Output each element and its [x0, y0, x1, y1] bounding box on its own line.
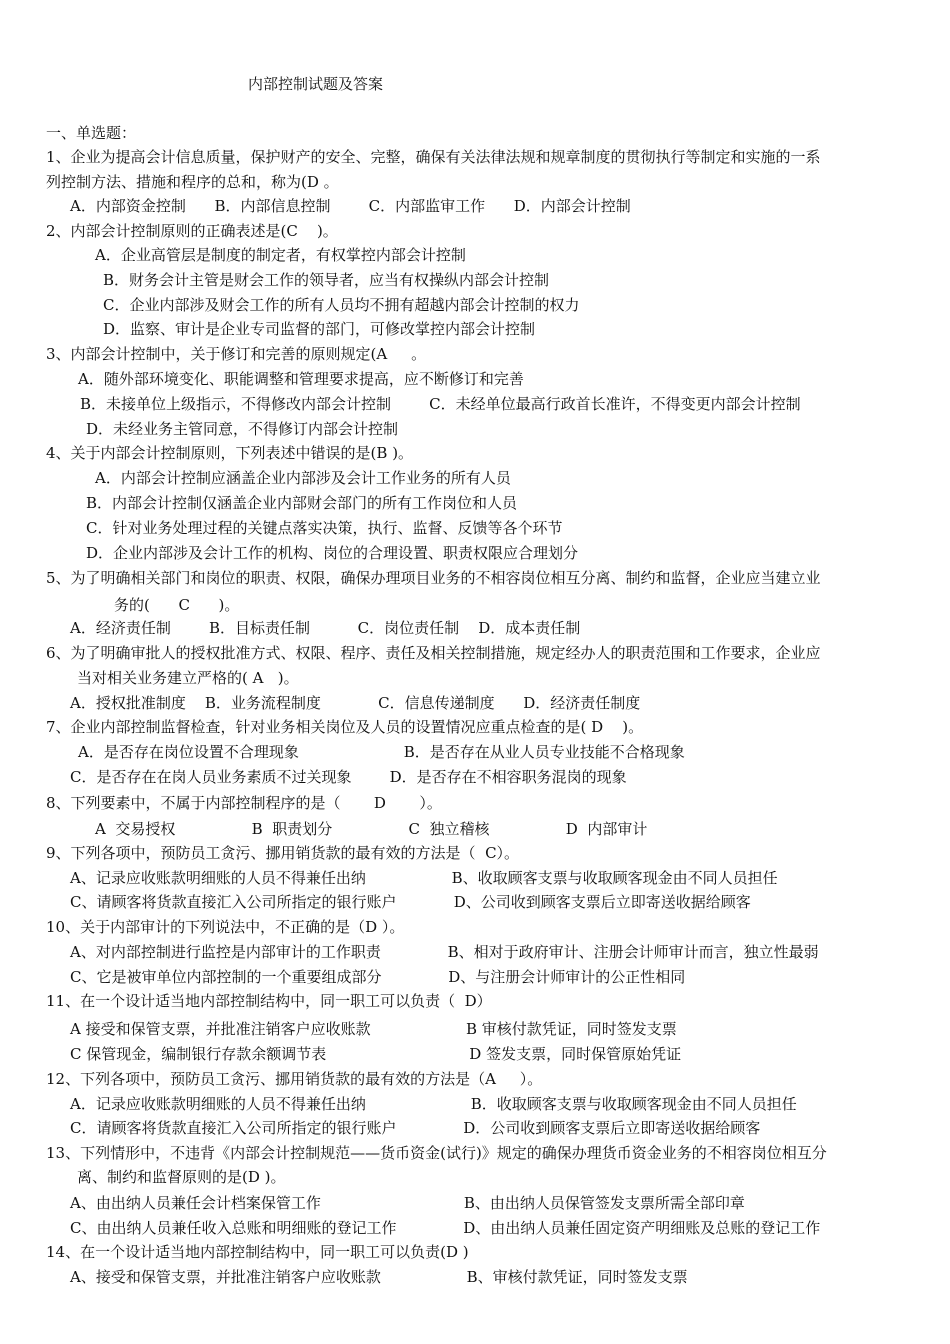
- question-line: 列控制方法、措施和程序的总和，称为(D 。: [46, 173, 339, 191]
- option-line: C．针对业务处理过程的关键点落实决策，执行、监督、反馈等各个环节: [86, 519, 563, 537]
- option-line: A 接受和保管支票，并批准注销客户应收账款 B 审核付款凭证，同时签发支票: [70, 1020, 677, 1038]
- option-line: B．内部会计控制仅涵盖企业内部财会部门的所有工作岗位和人员: [86, 494, 518, 512]
- option-line: D．未经业务主管同意，不得修订内部会计控制: [86, 420, 399, 438]
- question-line: 11、在一个设计适当地内部控制结构中，同一职工可以负责（ D）: [46, 992, 492, 1010]
- option-line: C、由出纳人员兼任收入总账和明细账的登记工作 D、由出纳人员兼任固定资产明细账及总账的登记工作: [70, 1219, 821, 1237]
- question-line: 8、下列要素中，不属于内部控制程序的是（ D ）。: [46, 794, 442, 812]
- question-line: 5、为了明确相关部门和岗位的职责、权限，确保办理项目业务的不相容岗位相互分离、制约和监督，企业应当建立业: [46, 569, 821, 587]
- option-line: A、由出纳人员兼任会计档案保管工作 B、由出纳人员保管签发支票所需全部印章: [70, 1194, 745, 1212]
- question-line: 1、企业为提高会计信息质量，保护财产的安全、完整，确保有关法律法规和规章制度的贯彻执行等制定和实施的一系: [46, 148, 821, 166]
- question-line: 13、下列情形中，不违背《内部会计控制规范——货币资金(试行)》规定的确保办理货币资金业务的不相容岗位相互分: [46, 1144, 827, 1162]
- question-line: 7、企业内部控制监督检查，针对业务相关岗位及人员的设置情况应重点检查的是( D )。: [46, 718, 644, 736]
- question-line: 务的( C )。: [114, 596, 240, 614]
- option-line: C．请顾客将货款直接汇入公司所指定的银行账户 D．公司收到顾客支票后立即寄送收据给顾客: [70, 1119, 761, 1137]
- option-line: A、记录应收账款明细账的人员不得兼任出纳 B、收取顾客支票与收取顾客现金由不同人员担任: [70, 869, 778, 887]
- option-line: A．随外部环境变化、职能调整和管理要求提高，应不断修订和完善: [78, 370, 524, 388]
- section-heading: 一、单选题：: [46, 124, 137, 142]
- option-line: A．内部会计控制应涵盖企业内部涉及会计工作业务的所有人员: [95, 469, 511, 487]
- question-line: 2、内部会计控制原则的正确表述是(C )。: [46, 222, 338, 240]
- option-line: A．企业高管层是制度的制定者，有权掌控内部会计控制: [95, 246, 466, 264]
- question-line: 12、下列各项中，预防员工贪污、挪用销货款的最有效的方法是（A ）。: [46, 1070, 543, 1088]
- question-line: 10、关于内部审计的下列说法中，不正确的是（D ）。: [46, 918, 405, 936]
- question-line: 3、内部会计控制中，关于修订和完善的原则规定(A 。: [46, 345, 427, 363]
- option-line: B．财务会计主管是财会工作的领导者，应当有权操纵内部会计控制: [103, 271, 550, 289]
- question-line: 离、制约和监督原则的是(D )。: [77, 1168, 286, 1186]
- question-line: 9、下列各项中，预防员工贪污、挪用销货款的最有效的方法是（ C）。: [46, 844, 520, 862]
- option-line: A．记录应收账款明细账的人员不得兼任出纳 B．收取顾客支票与收取顾客现金由不同人员担任: [70, 1095, 797, 1113]
- option-line: C．企业内部涉及财会工作的所有人员均不拥有超越内部会计控制的权力: [103, 296, 580, 314]
- option-line: A、接受和保管支票，并批准注销客户应收账款 B、审核付款凭证，同时签发支票: [70, 1268, 688, 1286]
- option-line: C、它是被审单位内部控制的一个重要组成部分 D、与注册会计师审计的公正性相同: [70, 968, 686, 986]
- option-line: A．授权批准制度 B．业务流程制度 C．信息传递制度 D．经济责任制度: [70, 694, 641, 712]
- option-line: D．监察、审计是企业专司监督的部门，可修改掌控内部会计控制: [103, 320, 536, 338]
- option-line: C、请顾客将货款直接汇入公司所指定的银行账户 D、公司收到顾客支票后立即寄送收据给顾客: [70, 893, 751, 911]
- option-line: A 交易授权 B 职责划分 C 独立稽核 D 内部审计: [95, 820, 648, 838]
- option-line: C．是否存在在岗人员业务素质不过关现象 D．是否存在不相容职务混岗的现象: [70, 768, 627, 786]
- option-line: B．未接单位上级指示，不得修改内部会计控制 C．未经单位最高行政首长准许，不得变更内部会计控制: [80, 395, 801, 413]
- option-line: A．经济责任制 B．目标责任制 C．岗位责任制 D．成本责任制: [70, 619, 581, 637]
- document-title: 内部控制试题及答案: [248, 75, 384, 93]
- question-line: 6、为了明确审批人的授权批准方式、权限、程序、责任及相关控制措施，规定经办人的职责范围和工作要求，企业应: [46, 644, 821, 662]
- question-line: 14、在一个设计适当地内部控制结构中，同一职工可以负责(D ): [46, 1243, 469, 1261]
- option-line: C 保管现金，编制银行存款余额调节表 D 签发支票，同时保管原始凭证: [70, 1045, 682, 1063]
- option-line: A、对内部控制进行监控是内部审计的工作职责 B、相对于政府审计、注册会计师审计而言，独立性最弱: [70, 943, 819, 961]
- option-line: A．内部资金控制 B．内部信息控制 C．内部监审工作 D．内部会计控制: [70, 197, 631, 215]
- option-line: D．企业内部涉及会计工作的机构、岗位的合理设置、职责权限应合理划分: [86, 544, 579, 562]
- option-line: A．是否存在岗位设置不合理现象 B．是否存在从业人员专业技能不合格现象: [78, 743, 685, 761]
- question-line: 当对相关业务建立严格的( A )。: [77, 669, 299, 687]
- question-line: 4、关于内部会计控制原则，下列表述中错误的是(B )。: [46, 444, 414, 462]
